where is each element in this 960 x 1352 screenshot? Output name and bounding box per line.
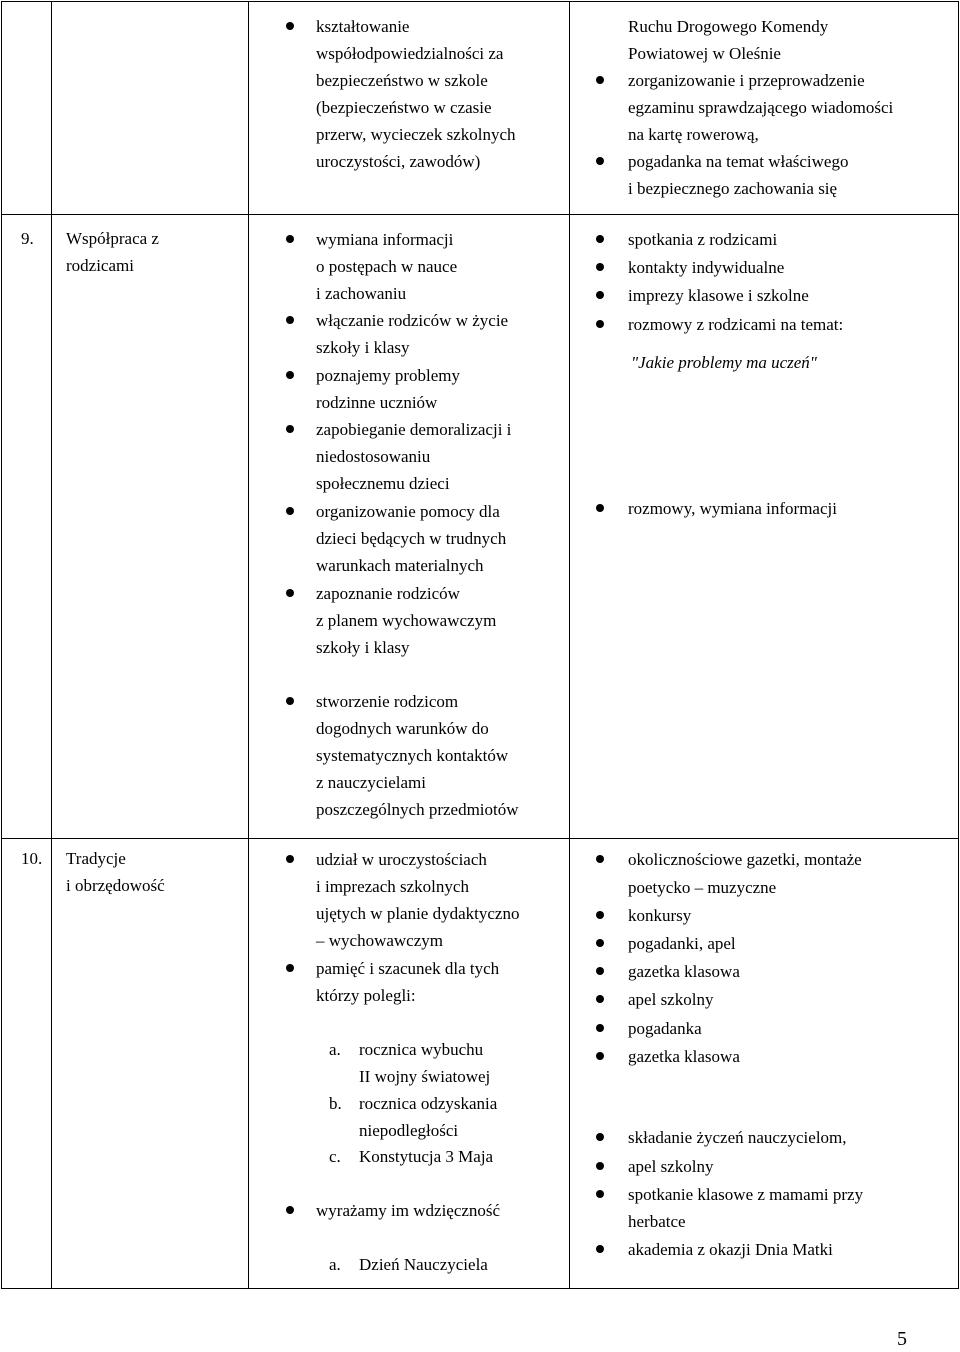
bullet-icon bbox=[596, 1024, 604, 1032]
page-number: 5 bbox=[897, 1328, 907, 1350]
bullet-icon bbox=[596, 911, 604, 919]
row10-goal-line: – wychowawczym bbox=[316, 931, 443, 950]
row10-goal-line: wyrażamy im wdzięczność bbox=[316, 1201, 501, 1220]
row9-goal-line: z nauczycielami bbox=[316, 773, 426, 792]
bullet-icon bbox=[286, 22, 294, 30]
row9-goal-line: szkoły i klasy bbox=[316, 338, 410, 357]
row9-number: 9. bbox=[21, 229, 34, 248]
bullet-icon bbox=[596, 291, 604, 299]
bullet-icon bbox=[596, 320, 604, 328]
bullet-icon bbox=[286, 316, 294, 324]
bullet-icon bbox=[286, 425, 294, 433]
bullet-icon bbox=[596, 263, 604, 271]
row10-goal-line: pamięć i szacunek dla tych bbox=[316, 959, 500, 978]
row9-form-item: imprezy klasowe i szkolne bbox=[628, 286, 809, 305]
row9-goal-line: zapoznanie rodziców bbox=[316, 584, 460, 603]
row10-form-line: okolicznościowe gazetki, montaże bbox=[628, 850, 862, 869]
row9-goal-line: stworzenie rodzicom bbox=[316, 692, 459, 711]
bullet-icon bbox=[596, 995, 604, 1003]
row10-goal-line: którzy polegli: bbox=[316, 986, 416, 1005]
row9-goal-line: społecznemu dzieci bbox=[316, 474, 450, 493]
row10-form-line: pogadanka bbox=[628, 1019, 702, 1038]
row8-form-continued-line: Ruchu Drogowego Komendy bbox=[628, 17, 829, 36]
row8-goal-line: (bezpieczeństwo w czasie bbox=[316, 98, 492, 117]
row10-form-line: herbatce bbox=[628, 1212, 686, 1231]
sub-list-line: Dzień Nauczyciela bbox=[359, 1255, 488, 1274]
bullet-icon bbox=[596, 1190, 604, 1198]
row9-goal-line: wymiana informacji bbox=[316, 230, 454, 249]
bullet-icon bbox=[596, 157, 604, 165]
row9-goal-line: z planem wychowawczym bbox=[316, 611, 497, 630]
row9-goal-line: organizowanie pomocy dla bbox=[316, 502, 500, 521]
row9-topic-quote: "Jakie problemy ma uczeń" bbox=[631, 353, 817, 372]
row10-number: 10. bbox=[21, 849, 43, 868]
row9-goal-line: szkoły i klasy bbox=[316, 638, 410, 657]
row9-form-item: rozmowy, wymiana informacji bbox=[628, 499, 837, 518]
row8-form-line: i bezpiecznego zachowania się bbox=[628, 179, 838, 198]
table-border-right bbox=[958, 1, 959, 1289]
sub-list-line: II wojny światowej bbox=[359, 1067, 491, 1086]
sub-list-marker: b. bbox=[329, 1094, 342, 1113]
row9-goal-line: rodzinne uczniów bbox=[316, 393, 438, 412]
bullet-icon bbox=[596, 76, 604, 84]
row10-form-line: akademia z okazji Dnia Matki bbox=[628, 1240, 833, 1259]
table-border-left bbox=[1, 1, 2, 1289]
table-border-top bbox=[1, 1, 959, 2]
row9-goal-line: systematycznych kontaktów bbox=[316, 746, 509, 765]
row9-form-item: rozmowy z rodzicami na temat: bbox=[628, 315, 844, 334]
row8-form-line: egzaminu sprawdzającego wiadomości bbox=[628, 98, 894, 117]
bullet-icon bbox=[596, 1162, 604, 1170]
sub-list-marker: c. bbox=[329, 1147, 341, 1166]
row9-goal-line: poznajemy problemy bbox=[316, 366, 460, 385]
sub-list-marker: a. bbox=[329, 1040, 341, 1059]
sub-list-marker: a. bbox=[329, 1255, 341, 1274]
bullet-icon bbox=[286, 507, 294, 515]
row8-goal-line: bezpieczeństwo w szkole bbox=[316, 71, 488, 90]
row10-form-line: gazetka klasowa bbox=[628, 962, 740, 981]
row-divider-9 bbox=[1, 214, 959, 215]
sub-list-line: Konstytucja 3 Maja bbox=[359, 1147, 494, 1166]
table-border-bottom bbox=[1, 1288, 959, 1289]
bullet-icon bbox=[596, 1245, 604, 1253]
row9-goal-line: o postępach w nauce bbox=[316, 257, 458, 276]
row8-goal-line: uroczystości, zawodów) bbox=[316, 152, 481, 171]
row10-title-line: Tradycje bbox=[66, 849, 126, 868]
row8-goal-line: kształtowanie bbox=[316, 17, 410, 36]
column-divider-2 bbox=[248, 1, 249, 1289]
bullet-icon bbox=[286, 964, 294, 972]
row10-form-line: poetycko – muzyczne bbox=[628, 878, 777, 897]
row8-form-line: pogadanka na temat właściwego bbox=[628, 152, 849, 171]
bullet-icon bbox=[596, 504, 604, 512]
row9-goal-line: dzieci będących w trudnych bbox=[316, 529, 507, 548]
column-divider-3 bbox=[569, 1, 570, 1289]
column-divider-1 bbox=[51, 1, 52, 1289]
row10-goal-line: ujętych w planie dydaktyczno bbox=[316, 904, 520, 923]
bullet-icon bbox=[596, 1052, 604, 1060]
sub-list-line: rocznica odzyskania bbox=[359, 1094, 498, 1113]
bullet-icon bbox=[286, 697, 294, 705]
row10-form-line: gazetka klasowa bbox=[628, 1047, 740, 1066]
sub-list-line: rocznica wybuchu bbox=[359, 1040, 484, 1059]
bullet-icon bbox=[286, 855, 294, 863]
bullet-icon bbox=[596, 939, 604, 947]
row9-goal-line: warunkach materialnych bbox=[316, 556, 484, 575]
row10-form-line: pogadanki, apel bbox=[628, 934, 736, 953]
bullet-icon bbox=[286, 589, 294, 597]
row10-form-line: składanie życzeń nauczycielom, bbox=[628, 1128, 847, 1147]
row9-goal-line: włączanie rodziców w życie bbox=[316, 311, 509, 330]
sub-list-line: niepodległości bbox=[359, 1121, 459, 1140]
bullet-icon bbox=[286, 1206, 294, 1214]
bullet-icon bbox=[286, 235, 294, 243]
row9-form-item: spotkania z rodzicami bbox=[628, 230, 778, 249]
bullet-icon bbox=[596, 967, 604, 975]
row9-title-line: Współpraca z bbox=[66, 229, 159, 248]
row9-goal-line: niedostosowaniu bbox=[316, 447, 431, 466]
row9-goal-line: zapobieganie demoralizacji i bbox=[316, 420, 512, 439]
row10-title-line: i obrzędowość bbox=[66, 876, 165, 895]
row8-form-line: na kartę rowerową, bbox=[628, 125, 759, 144]
row8-form-line: zorganizowanie i przeprowadzenie bbox=[628, 71, 865, 90]
row8-goal-line: przerw, wycieczek szkolnych bbox=[316, 125, 516, 144]
row-divider-10 bbox=[1, 838, 959, 839]
row8-form-continued-line: Powiatowej w Oleśnie bbox=[628, 44, 781, 63]
row10-form-line: spotkanie klasowe z mamami przy bbox=[628, 1185, 864, 1204]
bullet-icon bbox=[596, 235, 604, 243]
row8-goal-line: współodpowiedzialności za bbox=[316, 44, 504, 63]
row9-title-line: rodzicami bbox=[66, 256, 134, 275]
row10-form-line: apel szkolny bbox=[628, 990, 714, 1009]
row10-goal-line: i imprezach szkolnych bbox=[316, 877, 469, 896]
row10-goal-line: udział w uroczystościach bbox=[316, 850, 487, 869]
row9-goal-line: poszczególnych przedmiotów bbox=[316, 800, 519, 819]
bullet-icon bbox=[596, 1133, 604, 1141]
row9-form-item: kontakty indywidualne bbox=[628, 258, 785, 277]
row10-form-line: konkursy bbox=[628, 906, 692, 925]
bullet-icon bbox=[596, 855, 604, 863]
row10-form-line: apel szkolny bbox=[628, 1157, 714, 1176]
row9-goal-line: i zachowaniu bbox=[316, 284, 407, 303]
row9-goal-line: dogodnych warunków do bbox=[316, 719, 489, 738]
bullet-icon bbox=[286, 371, 294, 379]
